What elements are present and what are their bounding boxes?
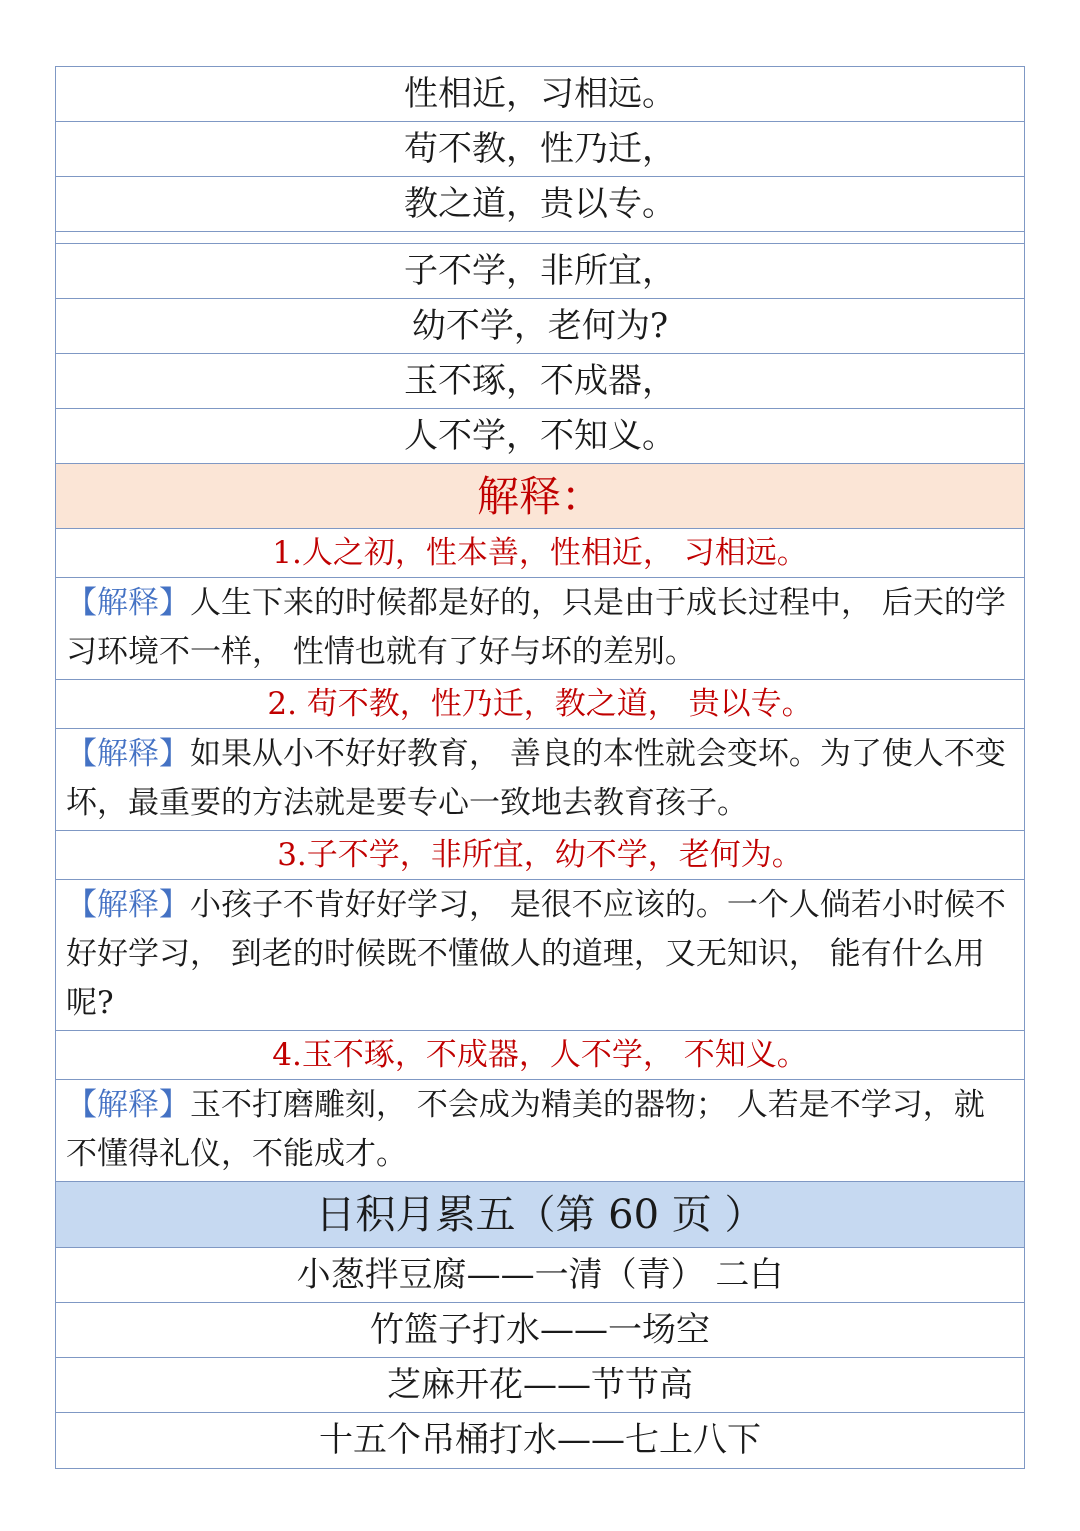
verse-line: 幼不学，老何为?: [56, 299, 1024, 354]
explain-text: [56, 729, 1024, 831]
verse-line: 苟不教，性乃迁，: [56, 122, 1024, 177]
saying-line: 竹篮子打水——一场空: [56, 1303, 1024, 1358]
explain-body: 如果从小不好好教育， 善良的本性就会变坏。为了使人不变坏，最重要的方法就是要专心一致地去教育孩子。: [66, 736, 1006, 821]
explain-tag: 【解释】: [66, 1087, 190, 1123]
explain-heading: 解释：: [56, 464, 1024, 529]
verse-line: 教之道，贵以专。: [56, 177, 1024, 232]
spacer-row: [56, 232, 1024, 244]
explain-tag: 【解释】: [66, 585, 190, 621]
document-table: [55, 66, 1025, 1469]
verse-line: 子不学，非所宜，: [56, 244, 1024, 299]
explain-text: [56, 880, 1024, 1031]
explain-verse: 2. 苟不教，性乃迁，教之道， 贵以专。: [56, 680, 1024, 729]
saying-line: 芝麻开花——节节高: [56, 1358, 1024, 1413]
explain-body: 小孩子不肯好好学习， 是很不应该的。一个人倘若小时候不好好学习， 到老的时候既不懂做人的道理，又无知识， 能有什么用呢?: [66, 887, 1006, 1021]
saying-line: 小葱拌豆腐——一清（青） 二白: [56, 1248, 1024, 1303]
explain-verse: 4.玉不琢，不成器，人不学， 不知义。: [56, 1031, 1024, 1080]
explain-body: 玉不打磨雕刻， 不会成为精美的器物； 人若是不学习，就不懂得礼仪，不能成才。: [66, 1087, 985, 1172]
explain-verse: 3.子不学，非所宜，幼不学，老何为。: [56, 831, 1024, 880]
verse-line: 性相近，习相远。: [56, 67, 1024, 122]
explain-verse: 1.人之初，性本善，性相近， 习相远。: [56, 529, 1024, 578]
verse-line: 玉不琢，不成器，: [56, 354, 1024, 409]
explain-tag: 【解释】: [66, 736, 190, 772]
verse-line: 人不学，不知义。: [56, 409, 1024, 464]
explain-tag: 【解释】: [66, 887, 190, 923]
explain-text: [56, 578, 1024, 680]
saying-line: 十五个吊桶打水——七上八下: [319, 1420, 761, 1460]
accumulate-heading: 日积月累五（第 60 页 ）: [56, 1182, 1024, 1248]
explain-body: 人生下来的时候都是好的，只是由于成长过程中， 后天的学习环境不一样， 性情也就有了好与坏的差别。: [66, 585, 1006, 670]
explain-text: [56, 1080, 1024, 1182]
